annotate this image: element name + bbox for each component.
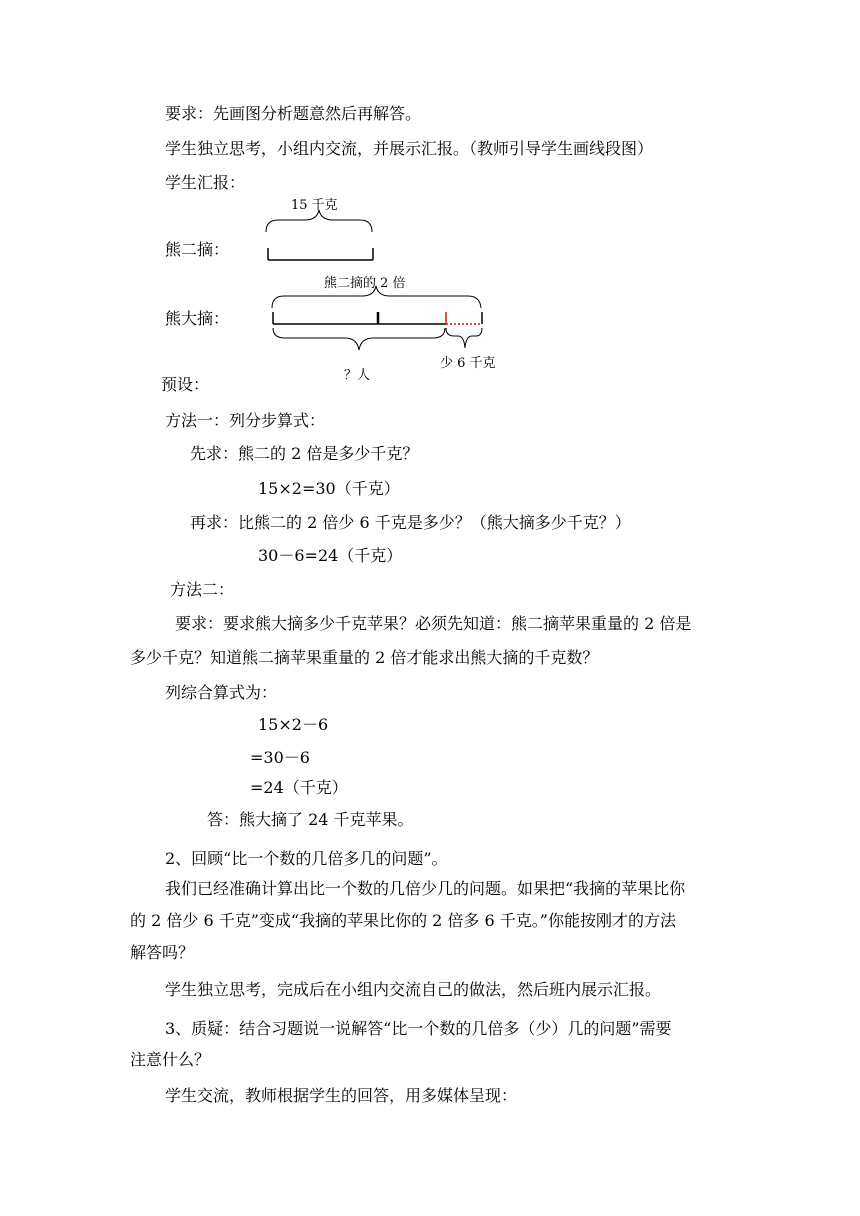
exchange-line: 学生交流，教师根据学生的回答，用多媒体呈现：	[165, 1086, 518, 1105]
brace-15kg-label: 15 千克	[291, 198, 338, 213]
xiong-da-label: 熊大摘：	[165, 309, 230, 328]
answer-line: 答：熊大摘了 24 千克苹果。	[207, 810, 414, 829]
first-ask-line: 先求：熊二的 2 倍是多少千克？	[190, 444, 419, 463]
expression-two: =30－6	[250, 748, 310, 767]
brace-double-label: 熊二摘的 2 倍	[324, 276, 406, 291]
expression-one: 15×2－6	[258, 715, 329, 734]
segment-xiong-da	[273, 312, 482, 324]
requirement-two-line-a: 要求：要求熊大摘多少千克苹果？必须先知道：熊二摘苹果重量的 2 倍是	[175, 614, 692, 633]
calc-two-line: 30－6=24（千克）	[258, 546, 403, 565]
brace-question	[273, 328, 445, 350]
expression-three: =24（千克）	[250, 778, 348, 797]
student-report-line: 学生汇报：	[165, 173, 246, 192]
question-continuation: 注意什么？	[130, 1050, 211, 1069]
then-ask-line: 再求：比熊二的 2 倍少 6 千克是多少？（熊大摘多少千克？）	[190, 513, 631, 532]
student-think-line: 学生独立思考，小组内交流，并展示汇报。（教师引导学生画线段图）	[165, 139, 654, 158]
requirement-line: 要求：先画图分析题意然后再解答。	[165, 104, 422, 123]
method-one-line: 方法一：列分步算式：	[165, 411, 326, 430]
preset-line: 预设：	[161, 375, 210, 394]
brace-question-label: ？人	[344, 368, 371, 383]
review-paragraph-2: 的 2 倍少 6 千克”变成“我摘的苹果比你的 2 倍多 6 千克。”你能按刚才的方法	[130, 911, 676, 930]
brace-less6	[446, 328, 482, 348]
review-paragraph-1: 我们已经准确计算出比一个数的几倍少几的问题。如果把“我摘的苹果比你	[165, 879, 686, 898]
combined-formula-line: 列综合算式为：	[165, 683, 278, 702]
method-two-line: 方法二：	[170, 580, 235, 599]
calc-one-line: 15×2=30（千克）	[258, 479, 400, 498]
requirement-two-line-b: 多少千克？知道熊二摘苹果重量的 2 倍才能求出熊大摘的千克数？	[130, 648, 599, 667]
question-heading: 3、质疑：结合习题说一说解答“比一个数的几倍多（少）几的问题”需要	[165, 1019, 672, 1038]
brace-less6-label: 少 6 千克	[440, 356, 496, 371]
review-heading: 2、回顾“比一个数的几倍多几的问题”。	[165, 849, 448, 868]
segment-xiong-er	[268, 248, 373, 260]
student-think-two-line: 学生独立思考，完成后在小组内交流自己的做法，然后班内展示汇报。	[165, 980, 662, 999]
xiong-er-label: 熊二摘：	[165, 240, 230, 259]
review-paragraph-3: 解答吗？	[130, 943, 195, 962]
